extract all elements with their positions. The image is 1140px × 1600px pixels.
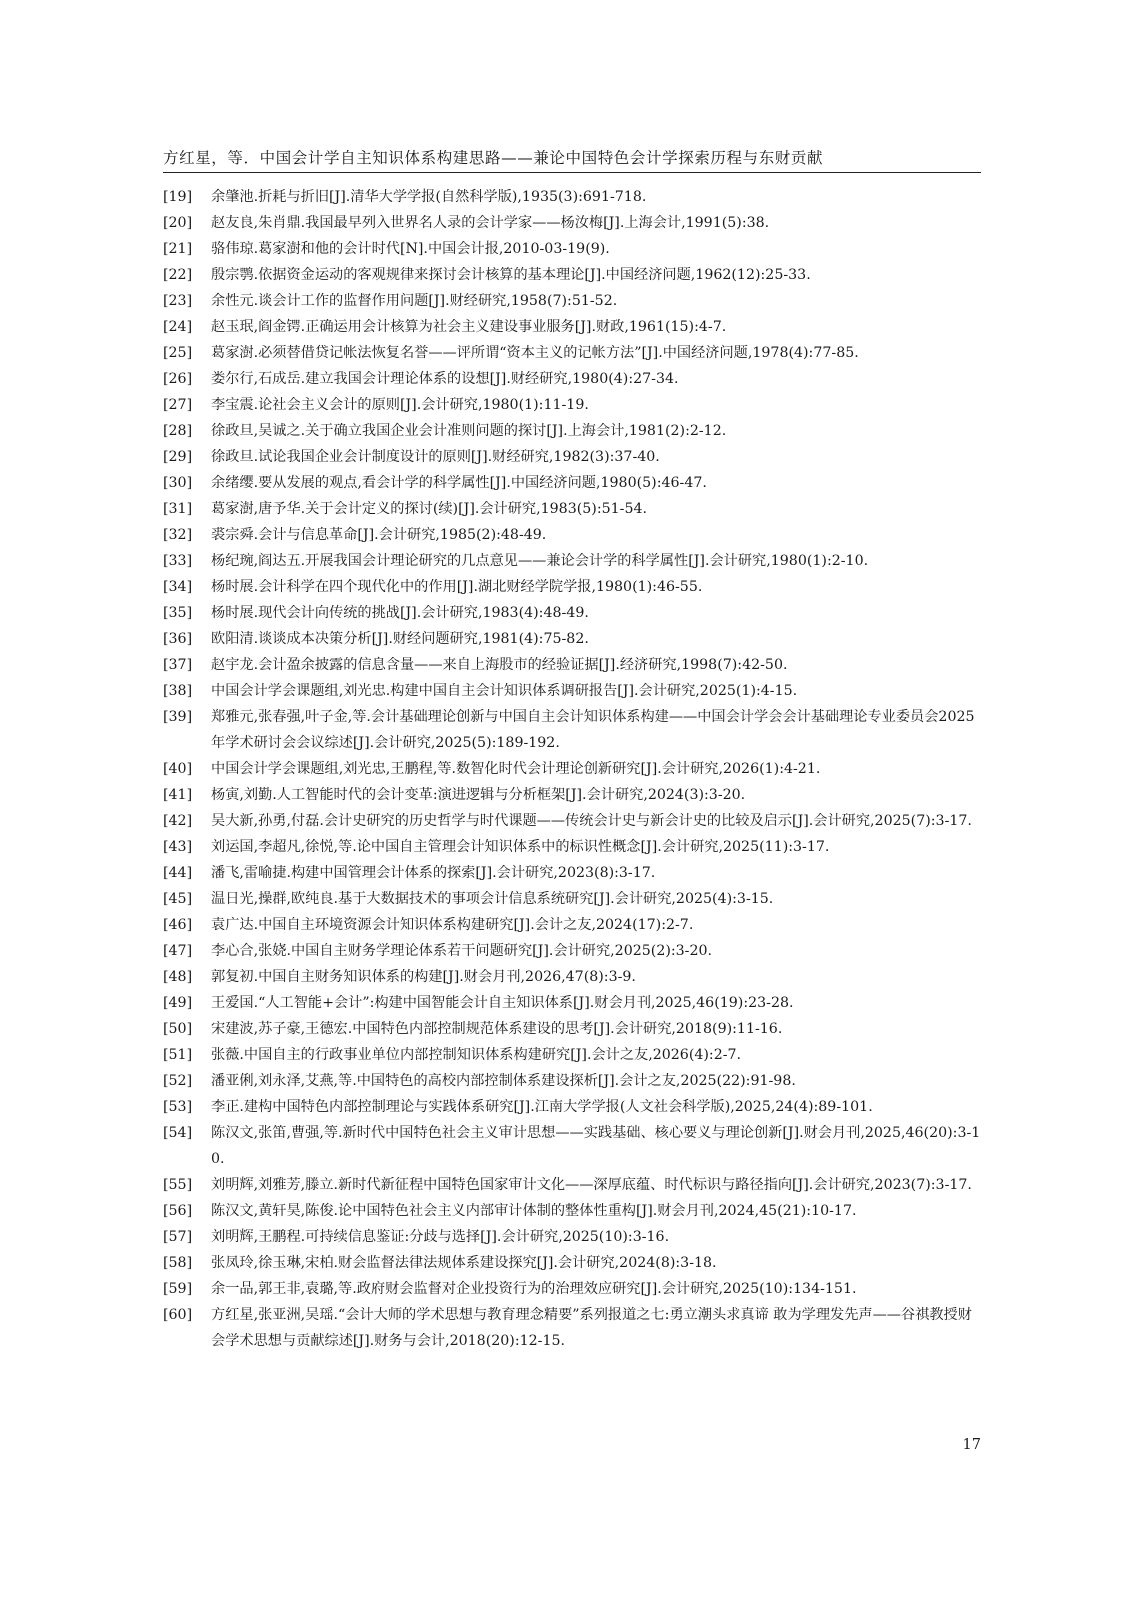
reference-number: [21] xyxy=(163,241,193,257)
reference-text: 李心合,张娆.中国自主财务学理论体系若干问题研究[J].会计研究,2025(2):3-20. xyxy=(211,943,713,959)
reference-number: [57] xyxy=(163,1229,193,1245)
reference-number: [52] xyxy=(163,1073,193,1089)
reference-text: 李宝震.论社会主义会计的原则[J].会计研究,1980(1):11-19. xyxy=(211,397,589,413)
reference-text: 娄尔行,石成岳.建立我国会计理论体系的设想[J].财经研究,1980(4):27-34. xyxy=(211,371,679,387)
reference-item xyxy=(163,184,981,210)
reference-number: [49] xyxy=(163,995,193,1011)
reference-number: [19] xyxy=(163,189,193,205)
reference-text: 欧阳清.谈谈成本决策分析[J].财经问题研究,1981(4):75-82. xyxy=(211,631,589,647)
reference-item xyxy=(163,600,981,626)
reference-text: 杨时展.会计科学在四个现代化中的作用[J].湖北财经学院学报,1980(1):46-55. xyxy=(211,579,703,595)
reference-text: 余绪缨.要从发展的观点,看会计学的科学属性[J].中国经济问题,1980(5):46-47. xyxy=(211,475,707,491)
reference-number: [44] xyxy=(163,865,193,881)
reference-item xyxy=(163,860,981,886)
reference-text: 中国会计学会课题组,刘光忠,王鹏程,等.数智化时代会计理论创新研究[J].会计研究,2026(1):4-21. xyxy=(211,761,821,777)
reference-item xyxy=(163,626,981,652)
reference-text: 赵玉珉,阎金锷.正确运用会计核算为社会主义建设事业服务[J].财政,1961(15):4-7. xyxy=(211,319,727,335)
reference-item xyxy=(163,1042,981,1068)
reference-text: 吴大新,孙勇,付磊.会计史研究的历史哲学与时代课题——传统会计史与新会计史的比较及启示[J].会计研究,2025(7):3-17. xyxy=(211,813,972,829)
reference-number: [42] xyxy=(163,813,193,829)
reference-item xyxy=(163,808,981,834)
reference-item xyxy=(163,886,981,912)
reference-text: 陈汉文,黄轩昊,陈俊.论中国特色社会主义内部审计体制的整体性重构[J].财会月刊,2024,45(21):10-17. xyxy=(211,1203,857,1219)
reference-item xyxy=(163,1302,981,1354)
reference-text: 杨纪琬,阎达五.开展我国会计理论研究的几点意见——兼论会计学的科学属性[J].会计研究,1980(1):2-10. xyxy=(211,553,869,569)
reference-item xyxy=(163,782,981,808)
reference-number: [24] xyxy=(163,319,193,335)
reference-text: 刘明辉,王鹏程.可持续信息鉴证:分歧与选择[J].会计研究,2025(10):3-16. xyxy=(211,1229,670,1245)
reference-text: 杨时展.现代会计向传统的挑战[J].会计研究,1983(4):48-49. xyxy=(211,605,589,621)
reference-number: [28] xyxy=(163,423,193,439)
reference-item xyxy=(163,574,981,600)
running-header: 方红星，等．中国会计学自主知识体系构建思路——兼论中国特色会计学探索历程与东财贡献 xyxy=(163,149,824,167)
reference-item xyxy=(163,496,981,522)
reference-text: 赵宇龙.会计盈余披露的信息含量——来自上海股市的经验证据[J].经济研究,1998(7):42-50. xyxy=(211,657,788,673)
reference-text: 余性元.谈会计工作的监督作用问题[J].财经研究,1958(7):51-52. xyxy=(211,293,618,309)
reference-text: 温日光,操群,欧纯良.基于大数据技术的事项会计信息系统研究[J].会计研究,2025(4):3-15. xyxy=(211,891,774,907)
reference-text: 余肇池.折耗与折旧[J].清华大学学报(自然科学版),1935(3):691-718. xyxy=(211,189,647,205)
reference-item xyxy=(163,652,981,678)
reference-item xyxy=(163,392,981,418)
reference-text: 宋建波,苏子豪,王德宏.中国特色内部控制规范体系建设的思考[J].会计研究,2018(9):11-16. xyxy=(211,1021,783,1037)
reference-list xyxy=(163,184,981,1354)
reference-item xyxy=(163,1016,981,1042)
reference-item xyxy=(163,444,981,470)
reference-item xyxy=(163,834,981,860)
reference-number: [36] xyxy=(163,631,193,647)
reference-text: 葛家澍.必须替借贷记帐法恢复名誉——评所谓“资本主义的记帐方法”[J].中国经济问题,1978(4):77-85. xyxy=(211,345,859,361)
reference-number: [50] xyxy=(163,1021,193,1037)
reference-number: [60] xyxy=(163,1307,193,1323)
reference-item xyxy=(163,964,981,990)
reference-number: [22] xyxy=(163,267,193,283)
reference-number: [56] xyxy=(163,1203,193,1219)
reference-item xyxy=(163,1120,981,1172)
reference-text: 骆伟琼.葛家澍和他的会计时代[N].中国会计报,2010-03-19(9). xyxy=(211,241,610,257)
reference-item xyxy=(163,938,981,964)
reference-number: [47] xyxy=(163,943,193,959)
reference-number: [53] xyxy=(163,1099,193,1115)
reference-item xyxy=(163,1094,981,1120)
reference-item xyxy=(163,704,981,756)
reference-text: 李正.建构中国特色内部控制理论与实践体系研究[J].江南大学学报(人文社会科学版),2025,24(4):89-101. xyxy=(211,1099,873,1115)
reference-text: 潘亚俐,刘永泽,艾燕,等.中国特色的高校内部控制体系建设探析[J].会计之友,2025(22):91-98. xyxy=(211,1073,796,1089)
reference-item xyxy=(163,1172,981,1198)
reference-number: [45] xyxy=(163,891,193,907)
reference-item xyxy=(163,1224,981,1250)
reference-number: [59] xyxy=(163,1281,193,1297)
reference-number: [38] xyxy=(163,683,193,699)
reference-number: [48] xyxy=(163,969,193,985)
header-rule xyxy=(163,172,981,173)
reference-number: [55] xyxy=(163,1177,193,1193)
reference-item xyxy=(163,366,981,392)
reference-number: [37] xyxy=(163,657,193,673)
reference-item xyxy=(163,990,981,1016)
reference-text: 中国会计学会课题组,刘光忠.构建中国自主会计知识体系调研报告[J].会计研究,2025(1):4-15. xyxy=(211,683,798,699)
reference-text: 张薇.中国自主的行政事业单位内部控制知识体系构建研究[J].会计之友,2026(4):2-7. xyxy=(211,1047,742,1063)
reference-number: [46] xyxy=(163,917,193,933)
reference-number: [54] xyxy=(163,1125,193,1141)
reference-item xyxy=(163,470,981,496)
reference-item xyxy=(163,1250,981,1276)
reference-item xyxy=(163,210,981,236)
reference-item xyxy=(163,1198,981,1224)
reference-text: 徐政旦.试论我国企业会计制度设计的原则[J].财经研究,1982(3):37-40. xyxy=(211,449,660,465)
reference-text: 陈汉文,张笛,曹强,等.新时代中国特色社会主义审计思想——实践基础、核心要义与理论创新[J].财会月刊,2025,46(20):3-10. xyxy=(211,1125,981,1167)
reference-text: 赵友良,朱肖鼎.我国最早列入世界名人录的会计学家——杨汝梅[J].上海会计,1991(5):38. xyxy=(211,215,770,231)
reference-number: [41] xyxy=(163,787,193,803)
page-number: 17 xyxy=(962,1437,981,1453)
reference-item xyxy=(163,678,981,704)
reference-number: [35] xyxy=(163,605,193,621)
reference-text: 袁广达.中国自主环境资源会计知识体系构建研究[J].会计之友,2024(17):2-7. xyxy=(211,917,694,933)
reference-number: [23] xyxy=(163,293,193,309)
reference-number: [51] xyxy=(163,1047,193,1063)
reference-number: [31] xyxy=(163,501,193,517)
reference-text: 张凤玲,徐玉琳,宋柏.财会监督法律法规体系建设探究[J].会计研究,2024(8):3-18. xyxy=(211,1255,717,1271)
reference-item xyxy=(163,236,981,262)
reference-text: 徐政旦,吴诚之.关于确立我国企业会计准则问题的探讨[J].上海会计,1981(2):2-12. xyxy=(211,423,727,439)
reference-number: [43] xyxy=(163,839,193,855)
reference-text: 王爱国.“人工智能+会计”:构建中国智能会计自主知识体系[J].财会月刊,2025,46(19):23-28. xyxy=(211,995,794,1011)
reference-number: [30] xyxy=(163,475,193,491)
reference-item xyxy=(163,912,981,938)
reference-text: 杨寅,刘勤.人工智能时代的会计变革:演进逻辑与分析框架[J].会计研究,2024(3):3-20. xyxy=(211,787,746,803)
reference-number: [29] xyxy=(163,449,193,465)
reference-item xyxy=(163,756,981,782)
reference-number: [58] xyxy=(163,1255,193,1271)
reference-item xyxy=(163,1068,981,1094)
reference-number: [20] xyxy=(163,215,193,231)
reference-item xyxy=(163,314,981,340)
reference-item xyxy=(163,288,981,314)
reference-text: 殷宗鹗.依据资金运动的客观规律来探讨会计核算的基本理论[J].中国经济问题,1962(12):25-33. xyxy=(211,267,811,283)
reference-number: [33] xyxy=(163,553,193,569)
reference-item xyxy=(163,418,981,444)
reference-text: 潘飞,雷喻捷.构建中国管理会计体系的探索[J].会计研究,2023(8):3-17. xyxy=(211,865,656,881)
reference-text: 方红星,张亚洲,吴瑶.“会计大师的学术思想与教育理念精要”系列报道之七:勇立潮头求真谛 敢为学理发先声——谷祺教授财会学术思想与贡献综述[J].财务与会计,2018(20):12-15. xyxy=(211,1307,972,1349)
reference-item xyxy=(163,1276,981,1302)
reference-number: [40] xyxy=(163,761,193,777)
reference-number: [34] xyxy=(163,579,193,595)
reference-text: 刘运国,李超凡,徐悦,等.论中国自主管理会计知识体系中的标识性概念[J].会计研究,2025(11):3-17. xyxy=(211,839,830,855)
reference-text: 刘明辉,刘雅芳,滕立.新时代新征程中国特色国家审计文化——深厚底蕴、时代标识与路径指向[J].会计研究,2023(7):3-17. xyxy=(211,1177,972,1193)
reference-number: [32] xyxy=(163,527,193,543)
reference-item xyxy=(163,262,981,288)
reference-text: 裘宗舜.会计与信息革命[J].会计研究,1985(2):48-49. xyxy=(211,527,547,543)
reference-text: 郭复初.中国自主财务知识体系的构建[J].财会月刊,2026,47(8):3-9. xyxy=(211,969,636,985)
reference-text: 葛家澍,唐予华.关于会计定义的探讨(续)[J].会计研究,1983(5):51-54. xyxy=(211,501,648,517)
reference-number: [26] xyxy=(163,371,193,387)
reference-text: 余一品,郭王非,袁璐,等.政府财会监督对企业投资行为的治理效应研究[J].会计研究,2025(10):134-151. xyxy=(211,1281,857,1297)
reference-text: 郑雅元,张春强,叶子金,等.会计基础理论创新与中国自主会计知识体系构建——中国会计学会会计基础理论专业委员会2025年学术研讨会会议综述[J].会计研究,2025(5):189-192. xyxy=(211,709,975,751)
reference-item xyxy=(163,340,981,366)
reference-number: [27] xyxy=(163,397,193,413)
reference-number: [25] xyxy=(163,345,193,361)
reference-item xyxy=(163,548,981,574)
reference-item xyxy=(163,522,981,548)
reference-number: [39] xyxy=(163,709,193,725)
